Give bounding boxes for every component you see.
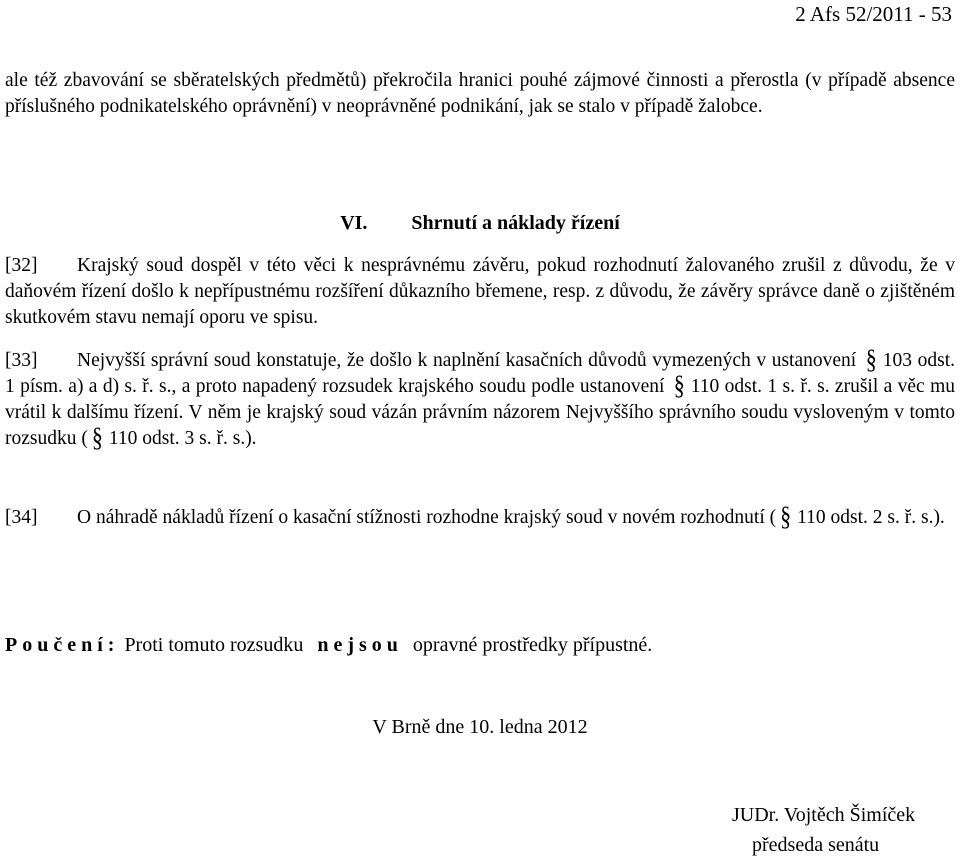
paragraph-text: 110 odst. 1 s. ř. s. zrušil a věc mu vrátil k dalšímu řízení. V něm je krajský soud vázán právním názorem Nejvyššího správního soudu vysloveným v tomto rozsudku (	[5, 376, 955, 449]
instruction-label: Poučení:	[5, 634, 120, 656]
paragraph-number: [32]	[5, 255, 38, 276]
signatory-role: předseda senátu	[752, 834, 880, 856]
date-line: V Brně dne 10. ledna 2012	[372, 716, 588, 738]
section-number: VI.	[340, 212, 368, 234]
paragraph-text: 110 odst. 2 s. ř. s.).	[797, 507, 945, 528]
paragraph-text: O náhradě nákladů řízení o kasační stížnosti rozhodne krajský soud v novém rozhodnutí (	[77, 507, 777, 528]
section-sign-icon: §	[91, 420, 103, 452]
paragraph-33	[5, 342, 955, 452]
section-sign-icon: §	[865, 342, 877, 374]
paragraph-number: [34]	[5, 507, 38, 528]
instruction-text: opravné prostředky přípustné.	[412, 634, 653, 656]
section-heading	[0, 212, 960, 235]
paragraph-text: Krajský soud dospěl v této věci k nesprávnému závěru, pokud rozhodnutí žalovaného zrušil z důvodu, že v daňovém řízení došlo k nepřípustnému rozšíření důkazního břemene, resp. z důvodu, že závěry správce daně o zjištěném skutkovém stavu nemají oporu ve spisu.	[5, 255, 955, 328]
paragraph-32	[5, 253, 955, 331]
signature-block	[732, 800, 915, 860]
paragraph-text: 110 odst. 3 s. ř. s.).	[108, 428, 257, 449]
signatory-name: JUDr. Vojtěch Šimíček	[732, 804, 916, 826]
instruction-emphasis: nejsou	[317, 634, 403, 656]
paragraph-text: 103 odst. 1 písm. a) a d) s. ř. s., a proto napadený rozsudek krajského soudu podle ustanovení	[5, 350, 955, 397]
section-sign-icon: §	[780, 499, 792, 531]
legal-instruction	[5, 634, 652, 657]
paragraph-34	[5, 499, 955, 531]
paragraph-text: Nejvyšší správní soud konstatuje, že došlo k naplnění kasačních důvodů vymezených v ustanovení	[77, 350, 857, 371]
paragraph-number: [33]	[5, 350, 38, 371]
section-title: Shrnutí a náklady řízení	[411, 212, 620, 234]
section-sign-icon: §	[673, 368, 685, 400]
paragraph-continuation: ale též zbavování se sběratelských předmětů) překročila hranici pouhé zájmové činnosti a přerostla (v případě absence příslušného podnikatelského oprávnění) v neoprávněné podnikání, jak se stalo v případě žalobce.	[5, 70, 955, 117]
case-reference: 2 Afs 52/2011 - 53	[795, 2, 952, 26]
instruction-text: Proti tomuto rozsudku	[124, 634, 304, 656]
